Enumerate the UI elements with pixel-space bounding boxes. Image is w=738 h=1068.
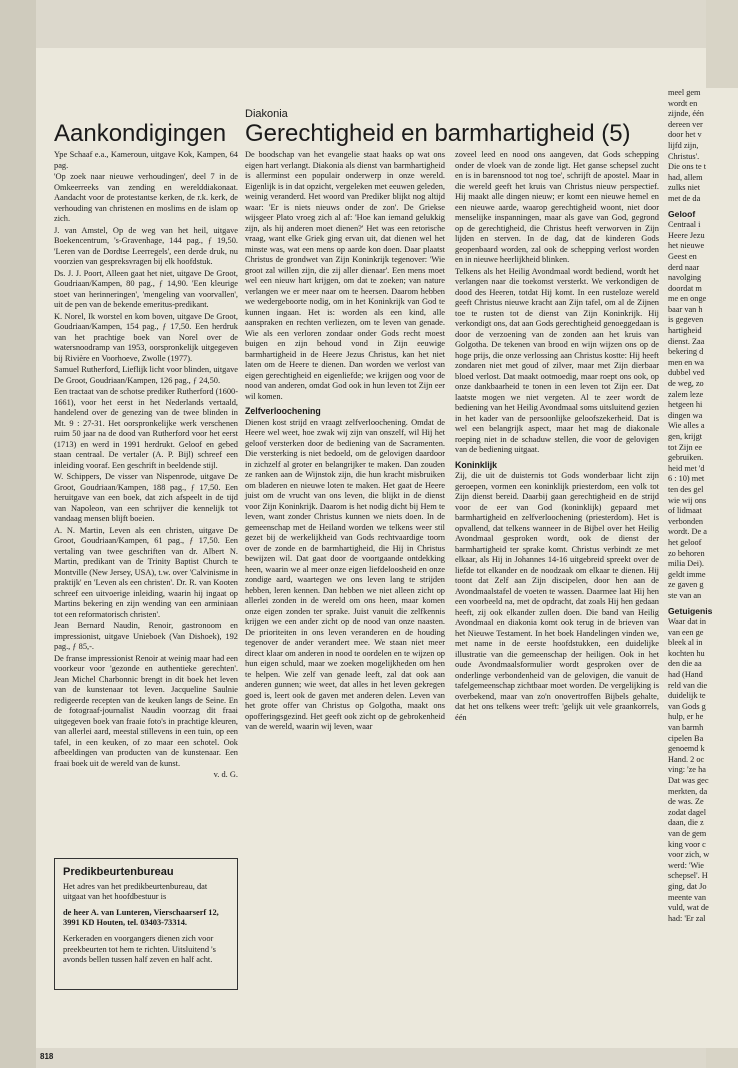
adjacent-text-line: cipelen Ba xyxy=(668,733,704,743)
adjacent-text-line: vuld, wat de xyxy=(668,903,709,913)
announcement-paragraph: Jean Bernard Naudin, Renoir, gastronoom en impressionist, uitgave Unieboek (Van Dishoek), 192 pag., ƒ 85,-. xyxy=(54,621,238,651)
adjacent-text-line: ging, dat Jo xyxy=(668,881,707,891)
adjacent-text-line: had, allem xyxy=(668,172,703,182)
box-address: de heer A. van Lunteren, Vierschaarserf 12, 3991 KD Houten, tel. 03403-73314. xyxy=(63,907,219,928)
article-title: Gerechtigheid en barmhartigheid (5) xyxy=(245,120,631,147)
box-title: Predikbeurtenbureau xyxy=(63,866,174,878)
signature: v. d. G. xyxy=(213,770,238,779)
adjacent-text-line: bleek al in xyxy=(668,638,703,648)
adjacent-text-line: dubbel ved xyxy=(668,368,705,378)
adjacent-text-line: werd: 'Wie xyxy=(668,860,704,870)
adjacent-text-line: kochten hu xyxy=(668,648,705,658)
adjacent-page-column xyxy=(668,88,738,1048)
box-text-instructions: Kerkeraden en voorgangers dienen zich voor preekbeurten tot hem te richten. Uitsluitend 's avonds bellen tussen half zeven en half acht. xyxy=(63,933,216,965)
adjacent-text-line: wordt. De a xyxy=(668,527,707,537)
page-number: 818 xyxy=(40,1052,54,1061)
announcement-paragraph: A. N. Martin, Leven als een christen, uitgave De Groot, Goudriaan/Kampen, 61 pag., ƒ 17,50. Een vertaling van twee geschriften van dr. Albert N. Martin, predikant van de Trinity Baptist Church te Montville (New Jersey, USA), t.w. over 'Calvinisme in praktijk' en 'Leven als een christen'. Dr. R. van Kooten schreef een uitvoerige inleiding, waarin hij ingaat op Martins bekering en zijn wending van een arminiaan tot een reformatorisch christen'. xyxy=(54,525,238,619)
adjacent-text-line: merkten, da xyxy=(668,786,708,796)
adjacent-text-line: Geest en xyxy=(668,251,697,261)
adjacent-text-line: van Gods g xyxy=(668,701,706,711)
page-left-edge xyxy=(0,0,36,1068)
adjacent-text-line: ten des gel xyxy=(668,484,704,494)
adjacent-text-line: Centraal i xyxy=(668,220,701,230)
adjacent-text-line: Dat was gec xyxy=(668,776,709,785)
adjacent-text-line: meente van xyxy=(668,892,707,902)
article-column-1 xyxy=(245,150,445,734)
announcement-paragraph: W. Schippers, De visser van Nispenrode, uitgave De Groot, Goudriaan/Kampen, 188 pag., ƒ 17,50. Een heruitgave van een boek, dat zich afspeelt in de tijd van Napoleon, van een schrijver die kennelijk tot vandaag mensen blijft boeien. xyxy=(54,472,238,523)
article-column-2 xyxy=(455,150,659,724)
adjacent-heading-getuigenis: Getuigenis xyxy=(668,605,713,616)
adjacent-text-line: van een ge xyxy=(668,627,704,637)
adjacent-text-line: Wie alles a xyxy=(668,421,705,431)
subheading: Koninklijk xyxy=(455,459,498,470)
adjacent-text-line: genoemd k xyxy=(668,744,705,754)
announcement-paragraph: 'Op zoek naar nieuwe verhoudingen', deel 7 in de Omkeerreeks van zending en werelddiakonaat. Aandacht voor de protestantse kerken, de r.k. kerk, de verhouding van christenen en moslims en de islam op zich. xyxy=(54,172,238,223)
adjacent-text-line: is gegeven xyxy=(668,315,704,325)
announcement-paragraph: J. van Amstel, Op de weg van het heil, uitgave Boekencentrum, 's-Gravenhage, 144 pag., ƒ 19,50. 'Leren van de Dordtse Leerregels', een derde druk, nu voorzien van gespreksvragen bij elk hoofdstuk. xyxy=(54,225,238,266)
adjacent-text-line: de was. Ze xyxy=(668,797,704,807)
announcement-paragraph: Een tractaat van de schotse prediker Rutherford (1600-1661), voor het eerst in het Nederlands vertaald, handelend over de genezing van de twee blinden in Mt. 9 : 27-31. Het oorspronkelijke werk verschenen ruim 50 jaar na de dood van Rutherford voor het eerst (1713) en werd in 1991 herdrukt. Geloof en gebed staan centraal. De vertaler (A. P. Bijl) schreef een inleiding vooraf. Een geschrift in beeldende stijl. xyxy=(54,387,238,470)
adjacent-text-line: het geloof xyxy=(668,537,702,547)
announcement-paragraph: K. Norel, Ik worstel en kom boven, uitgave De Groot, Goudriaan/Kampen, 154 pag., ƒ 17,50. Een herdruk van het prachtige boek van Norel over de watersnoodramp van 1953, oorspronkelijk uitgegeven bij Rivière en Voorhoeve, Zwolle (1977). xyxy=(54,311,238,363)
adjacent-text-line: lijfd zijn, xyxy=(668,140,699,150)
article-paragraph: Telkens als het Heilig Avondmaal wordt bediend, wordt het verlangen naar die toekomst versterkt. We verkondigen de dood des Heeren, totdat Hij komt. In een rusteloze wereld geeft Christus nieuwe kracht aan Zijn tafel, om al de Zijnen toe te rusten tot de dienst van Zijn Koninkrijk. Hij verkondigt ons, dat aan Gods gerechtigheid genoeggedaan is door de verzoening van de zonden aan het kruis van Golgotha. De tekenen van brood en wijn wijzen ons op de hoge prijs, die onze verlossing aan Christus kostte: Hij heeft zondaren niet met goud of zilver, maar met Zijn dierbaar bloed verlost. Dat maakt ootmoedig, maar roept ons ook, op onze dankbaarheid te tonen in een leven tot Zijn eer. Dat laatste mogen we niet vergeten. Al te zeer wordt de bediening van het Heilig Avondmaal soms uitsluitend gezien in het kader van de persoonlijke geloofszekerheid. Dat is wel een belangrijk aspect, maar het mag de diakonale roeping niet in de schaduw stellen, die voor de gelovigen van de bediening uitgaat. xyxy=(455,266,659,454)
subheading: Zelfverloochening xyxy=(245,406,321,416)
adjacent-text-line: navolging xyxy=(668,273,702,283)
adjacent-text-line: of lidmaat xyxy=(668,506,702,516)
adjacent-text-line: het nieuwe xyxy=(668,241,705,251)
article-paragraph: zoveel leed en nood ons aangeven, dat Gods schepping onder de vloek van de zonde ligt. Het ganse schepsel zucht en is in barensnood tot nog toe', schrijft de apostel. Maar in die wereld geeft het kruis van Christus nieuw perspectief. Hij maakt alle dingen nieuw; er komt een nieuwe hemel en een nieuwe aarde, waarop gerechtigheid woont, niet door menselijke inspanningen, maar als gave van God, gegrond op de gerechtigheid, die Christus heeft verworven in Zijn lijden en sterven. In de dag, dat de kinderen Gods geopenbaard worden, zal ook de schepping verlost worden en in nieuwe heerlijkheid blinken. xyxy=(455,150,659,264)
announcements-column xyxy=(54,150,238,782)
adjacent-text-line: ste van an xyxy=(668,590,702,600)
adjacent-text-line: Hand. 2 oc xyxy=(668,754,705,764)
adjacent-text-line: hetgeen hi xyxy=(668,400,703,410)
adjacent-text-line: zulks niet xyxy=(668,183,701,193)
adjacent-text-line: van de gem xyxy=(668,828,707,838)
announcement-paragraph: De franse impressionist Renoir at weinig maar had een voorkeur voor 'gezonde en authentieke gerechten'. Jean Michel Charbonnic brengt in dit boek het leven van de kunstenaar tot leven. Jacqueline Saulnie redigeerde recepten van de keuken langs de Seine. En de fotograaf-journalist Naudin voorzag dit fraai uitgegeven boek van fraaie foto's in prachtige kleuren, van allerlei aard, meestal stillevens in een tuin, op een tafel, in een keuken, of zo maar een schotel. Ook afbeeldingen van producten van de kunstenaar. Een fraai boek uit de wereld van de kunst. xyxy=(54,653,238,768)
adjacent-text-line: ving: 'ze ha xyxy=(668,765,706,775)
adjacent-text-line: Die ons te t xyxy=(668,162,707,172)
adjacent-text-line: men en wa xyxy=(668,357,704,367)
adjacent-text-line: tot Zijn ee xyxy=(668,442,703,452)
adjacent-text-line: den die aa xyxy=(668,659,702,669)
adjacent-text-line: verbonden xyxy=(668,516,704,526)
announcement-paragraph: Ds. J. J. Poort, Alleen gaat het niet, uitgave De Groot, Goudriaan/Kampen, 80 pag., ƒ 14,90. 'Een kleurige stoet van herinneringen', 'mengeling van voorvallen', uit de pen van de bekende emeritus-predikant. xyxy=(54,268,238,309)
adjacent-text-line: de weg, zo xyxy=(668,379,704,389)
adjacent-text-line: gen, krijgt xyxy=(668,432,703,441)
adjacent-text-line: heid met 'd xyxy=(668,463,705,473)
adjacent-text-line: doordat m xyxy=(668,283,702,293)
adjacent-text-line: wie wij ons xyxy=(668,495,707,505)
article-paragraph: Dienen kost strijd en vraagt zelfverloochening. Omdat de Heere wel weet, hoe zwak wij zijn van onszelf, wil Hij het geloof versterken door de bediening van de Sacramenten. Die versterking is niet bedoeld, om de gelovigen daardoor in zichzelf al groter en belangrijker te maken. Dan zouden ze ranken aan de Wijnstok zijn, die hun kracht misbruiken om bladeren en nieuwe loten te maken. Het gaat de Heere juist om de vrucht van ons leven, die blijkt in de dienst voor Zijn Koninkrijk. Daarom is het nodig dicht bij Hem te leven, want zonder Christus kunnen we niets doen. In de gemeenschap met de Heiland worden we telkens weer stil gezet bij de werkelijkheid van Gods rechtvaardige toorn over de zonde en de barmhartigheid, die Hij in Christus bewijzen wil. Dat gaat door de voortgaande ontdekking heen, waarin we al meer onze eigen liefdeloosheid en onze zondige aard, waartegen we ons leven lang te strijden hebben, leren kennen. Dan hebben we niet alleen zicht op allerlei zonden in de wereld om ons heen, maar komen onze eigen zonden ter sprake. Juist vanuit die zelfkennis krijgen we een ander zicht op de nood van onze naasten. De prioriteiten in ons leven veranderen en de houding tegenover de ander verandert mee. We staan niet meer direct klaar om anderen in nood te oordelen en te wijzen op hun eigen schuld, maar we zoeken mogelijkheden om hen te helpen. Wie zelf van genade leeft, zal dat ook aan anderen gunnen; wie weet, dat alles in het leven gekregen goed is, leert ook de gaven met anderen delen. Leven van het grote offer van Christus op Golgotha, maakt ons opofferingsgezind. Het geeft ook zicht op de gebrokenheid van de wereld, waarin wij leven, waar xyxy=(245,417,445,731)
adjacent-text-line: zijnde, één xyxy=(668,109,704,119)
adjacent-text-line: zodat dagel xyxy=(668,807,707,817)
adjacent-text-line: geldt imme xyxy=(668,569,706,579)
predikbeurtenbureau-box xyxy=(54,858,238,990)
adjacent-text-line: me en onge xyxy=(668,294,707,304)
adjacent-text-line: wordt en xyxy=(668,98,698,108)
adjacent-text-line: dienst. Zaa xyxy=(668,336,705,346)
adjacent-text-line: Heere Jezu xyxy=(668,230,705,240)
adjacent-text-line: voor zich, w xyxy=(668,850,710,860)
article-paragraph: De boodschap van het evangelie staat haaks op wat ons eigen hart verlangt. Diakonia als dienst van barmhartigheid is allerminst een populair onderwerp in onze wereld. Eigenlijk is in dat opzicht, vergeleken met eeuwen geleden, weinig veranderd. Het woord van Prediker blijkt nog altijd waar: 'Er is niets nieuws onder de zon'. De Griekse wijsgeer Plato vroeg zich al af: 'Hoe kan iemand gelukkig zijn, als hij anderen moet dienen?' Het was een retorische vraag, want elke Griek ging ervan uit, dat dienen wel het minste was, wat een mens op aarde kon doen. Daar plaatst Christus de grondwet van Zijn Koninkrijk tegenover: 'Wie groot zal willen zijn, die zij aller dienaar'. Een mens moet wel een nieuw hart krijgen, om dat te zoeken; van nature verlangen we er meer naar om te heersen. Daarom hebben we wedergeboorte nodig, om in het Koninkrijk van God te kunnen ingaan. Het is: worden als een kind, alle aanspraken en rechten verliezen, om te leven van genade. Wie als een verloren zondaar onder Gods recht moest buigen en zijn behoud vond in Zijn eeuwige barmhartigheid in de Heere Jezus Christus, kan het niet laten om de Heere te dienen. Dan worden we verlost van eigen gerechtigheid en eigenliefde; we krijgen oog voor de nood van anderen, omdat God ook in hun leven tot Zijn eer wil komen. xyxy=(245,150,445,401)
announcement-paragraph: Ype Schaaf e.a., Kameroun, uitgave Kok, Kampen, 64 pag. xyxy=(54,150,238,170)
adjacent-text-line: gebruiken. xyxy=(668,453,704,463)
adjacent-text-line: Christus'. xyxy=(668,151,700,161)
adjacent-text-line: had: 'Er zal xyxy=(668,913,706,923)
adjacent-text-line: door het v xyxy=(668,130,702,140)
adjacent-text-line: baar van h xyxy=(668,304,703,314)
adjacent-text-line: derd naar xyxy=(668,262,700,272)
adjacent-text-line: bekering d xyxy=(668,347,704,357)
adjacent-text-line: duidelijk te xyxy=(668,691,706,701)
adjacent-text-line: zalem leze xyxy=(668,389,704,399)
adjacent-text-line: daan, die z xyxy=(668,818,704,828)
adjacent-text-line: Waar dat in xyxy=(668,617,707,627)
announcement-paragraph: Samuel Rutherford, Lieflijk licht voor blinden, uitgave De Groot, Goudriaan/Kampen, 126 pag., ƒ 24,50. xyxy=(54,365,238,385)
article-paragraph: Zij, die uit de duisternis tot Gods wonderbaar licht zijn geroepen, vormen een koninklijk priesterdom, een volk tot Zijn dienst bereid. Daarbij gaan gerechtigheid en de strijd voor de eer van God (koninklijk) gepaard met barmhartigheid en zelfverloochening (priesterdom). Het is opvallend, dat telkens wanneer in de Bijbel over het Heilig Avondmaal gesproken wordt, ook de dienst der barmhartigheid ter sprake komt. Christus verbindt ze met elkaar, als Hij in Johannes 14-16 uitgebreid spreekt over de liefde tot elkander en de noodzaak om elkaar te dienen. Hij toont dat Zelf aan Zijn discipelen, door hen aan de Avondmaalstafel de voeten te wassen. Daarmee laat Hij hen een voorbeeld na, met de opdracht, dat zoals Hij hen gedaan heeft, zij ook elkander zullen doen. Die band van Heilig Avondmaal en diakonia komt ook terug in de brieven van het Nieuwe Testament. In het boek Handelingen vinden we, met name in de eerste hoofdstukken, een duidelijke illustratie van die gemeenschap der heiligen. Ook in het oude Avondmaalsformulier wordt gesproken over de onderlinge verbondenheid van de gelovigen, die vanuit de tafelgemeenschap zichtbaar moet worden. De vergelijking is overbekend, maar van zo'n onovertroffen Bijbels gehalte, dat het ons telkens weer treft: 'gelijk uit vele graankorrels, één xyxy=(455,471,659,722)
adjacent-text-line: meel gem xyxy=(668,88,701,97)
adjacent-text-line: had (Hand xyxy=(668,670,703,680)
article-kicker: Diakonia xyxy=(245,108,288,120)
adjacent-text-line: van barmh xyxy=(668,723,704,733)
adjacent-text-line: reld van die xyxy=(668,680,708,690)
box-text-intro: Het adres van het predikbeurtenbureau, dat uitgaat van het hoofdbestuur is xyxy=(63,881,208,902)
adjacent-text-line: 6 : 10) met xyxy=(668,474,705,484)
adjacent-text-line: hartigheid xyxy=(668,326,702,336)
adjacent-text-line: hulp, er he xyxy=(668,712,704,722)
adjacent-text-line: ze gaven g xyxy=(668,580,704,590)
adjacent-text-line: milia Dei). xyxy=(668,559,704,569)
adjacent-text-line: met de da xyxy=(668,193,701,203)
adjacent-text-line: dereen ver xyxy=(668,119,703,129)
adjacent-text-line: dingen wa xyxy=(668,410,703,420)
adjacent-text-line: zo behoren xyxy=(668,548,705,558)
adjacent-text-line: king voor c xyxy=(668,839,706,849)
adjacent-heading-geloof: Geloof xyxy=(668,208,696,219)
adjacent-text-line: schepsel'. H xyxy=(668,871,708,881)
section-title: Aankondigingen xyxy=(54,120,227,147)
